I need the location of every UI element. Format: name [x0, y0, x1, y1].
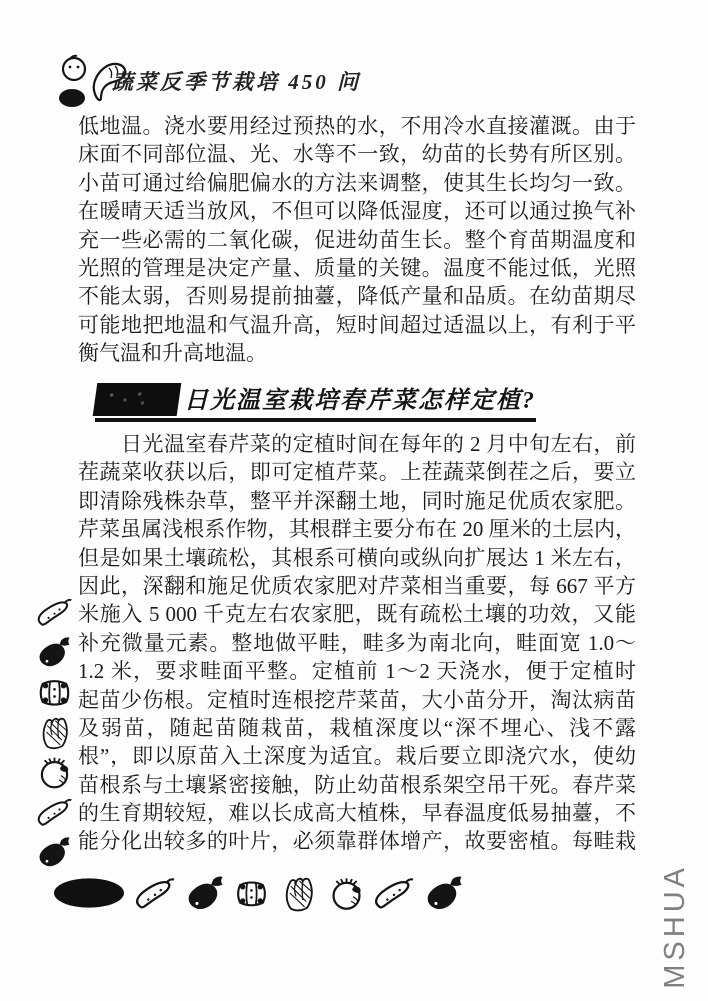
text-line: 芹菜虽属浅根系作物，其根群主要分布在 20 厘米的土层内， — [78, 517, 636, 542]
text-line: 充一些必需的二氧化碳，促进幼苗生长。整个育苗期温度和 — [78, 227, 636, 252]
pumpkin-icon — [234, 874, 269, 912]
text-line: 苗根系与土壤紧密接触，防止幼苗根系架空吊干死。春芹菜 — [78, 772, 636, 797]
text-line: 衡气温和升高地温。 — [78, 341, 267, 366]
left-margin-icon-column — [36, 594, 73, 870]
section-heading — [95, 380, 536, 422]
text-line: 但是如果土壤疏松，其根系可横向或纵向扩展达 1 米左右， — [78, 545, 636, 570]
section-body-paragraph — [78, 430, 636, 856]
pumpkin-icon — [36, 674, 73, 710]
question-number-box — [93, 383, 182, 416]
text-line: 即清除残株杂草，整平并深翻土地，同时施足优质农家肥。 — [78, 488, 636, 513]
cabbage-icon — [276, 874, 321, 912]
intro-paragraph — [78, 112, 636, 368]
text-line: 米施入 5 000 千克左右农家肥，既有疏松土壤的功效，又能 — [78, 602, 636, 627]
eggplant-icon — [423, 874, 466, 912]
book-title: 蔬菜反季节栽培 450 问 — [112, 70, 361, 94]
watermark-text: MSHUA — [659, 864, 691, 989]
text-line: 根”，即以原苗入土深度为适宜。栽后要立即浇穴水，使幼 — [78, 744, 636, 769]
text-line: 光照的管理是决定产量、质量的关键。温度不能过低，光照 — [78, 255, 636, 280]
text-line: 日光温室春芹菜的定植时间在每年的 2 月中旬左右，前 — [121, 432, 636, 456]
section-heading-text: 日光温室栽培春芹菜怎样定植? — [184, 388, 536, 414]
cucumber-icon — [36, 594, 73, 630]
text-line: 小苗可通过给偏肥偏水的方法来调整，使其生长均匀一致。 — [78, 170, 636, 195]
text-line: 及弱苗，随起苗随栽苗，栽植深度以“深不埋心、浅不露 — [78, 715, 636, 740]
eggplant-icon — [36, 634, 73, 670]
cucumber-icon — [133, 874, 177, 912]
eggplant-icon — [36, 834, 73, 870]
text-line: 1.2 米，要求畦面平整。定植前 1～2 天浇水，便于定植时 — [78, 659, 636, 684]
text-line: 起苗少伤根。定植时连根挖芹菜苗，大小苗分开，淘汰病苗 — [78, 687, 636, 712]
bottom-icon-row — [52, 874, 466, 912]
text-line: 茬蔬菜收获以后，即可定植芹菜。上茬蔬菜倒茬之后，要立 — [78, 460, 636, 485]
text-line: 因此，深翻和施足优质农家肥对芹菜相当重要，每 667 平方 — [78, 573, 636, 598]
text-line: 能分化出较多的叶片，必须靠群体增产，故要密植。每畦栽 — [78, 829, 636, 854]
text-line: 的生育期较短，难以长成高大植株，早春温度低易抽薹，不 — [78, 801, 636, 826]
text-line: 低地温。浇水要用经过预热的水，不用冷水直接灌溉。由于 — [78, 114, 636, 138]
text-line: 不能太弱，否则易提前抽薹，降低产量和品质。在幼苗期尽 — [78, 284, 636, 309]
cabbage-icon — [36, 714, 73, 750]
tomato-icon — [36, 754, 73, 790]
text-line: 床面不同部位温、光、水等不一致，幼苗的长势有所区别。 — [78, 142, 636, 167]
cucumber-icon — [372, 874, 416, 912]
text-line: 可能地把地温和气温升高，短时间超过适温以上，有利于平 — [78, 312, 636, 337]
text-line: 在暖晴天适当放风，不但可以降低湿度，还可以通过换气补 — [78, 199, 636, 224]
black-oval-icon — [52, 874, 126, 912]
text-line: 补充微量元素。整地做平畦，畦多为南北向，畦面宽 1.0～ — [78, 630, 636, 655]
eggplant-icon — [184, 874, 227, 912]
cucumber-icon — [36, 794, 73, 830]
tomato-icon — [328, 874, 365, 912]
